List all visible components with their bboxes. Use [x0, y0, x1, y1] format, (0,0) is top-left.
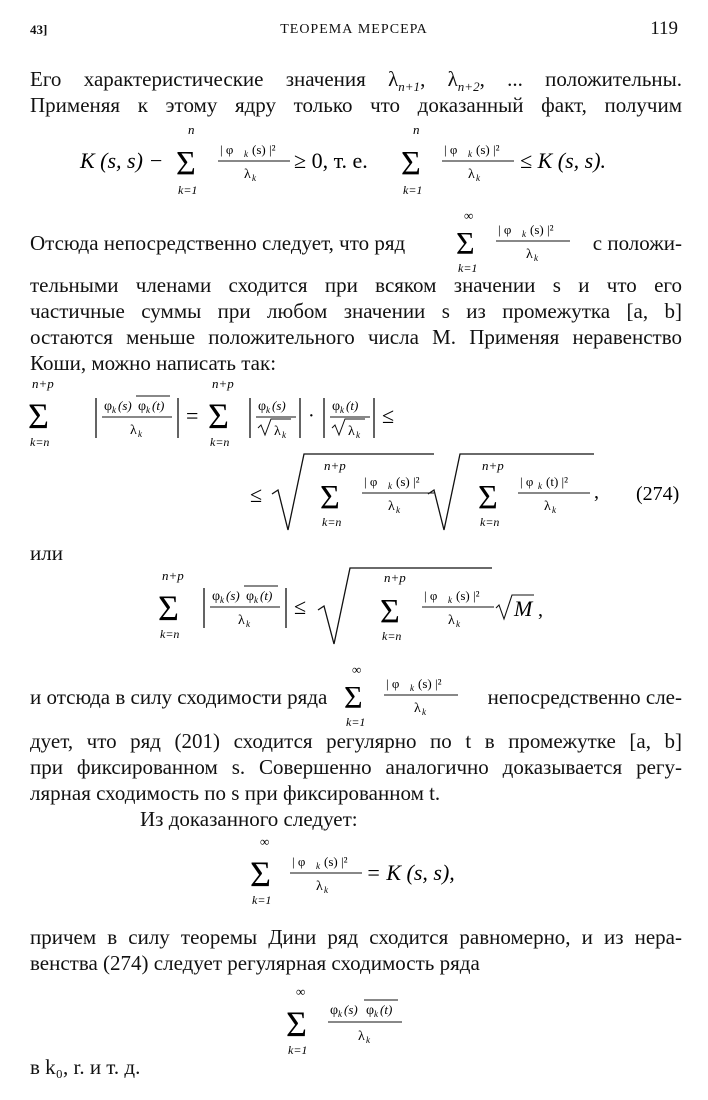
- svg-text:λ: λ: [468, 167, 475, 182]
- svg-text:λ: λ: [526, 247, 533, 262]
- svg-text:φ: φ: [258, 399, 267, 414]
- svg-text:Σ: Σ: [208, 396, 229, 436]
- svg-text:| φ: | φ: [364, 474, 378, 489]
- svg-text:,: ,: [538, 599, 543, 621]
- svg-text:k=1: k=1: [403, 183, 423, 197]
- svg-text:k: k: [388, 481, 392, 491]
- svg-text:(s): (s): [118, 398, 132, 413]
- svg-text:k: k: [476, 173, 480, 183]
- formula-cauchy-row-1: [28, 376, 448, 452]
- svg-text:∞: ∞: [296, 984, 306, 999]
- text-line-13: причем в силу теоремы Дини ряд сходится равномерно, и из нера-: [30, 925, 682, 949]
- text-line-14: венства (274) следует регулярная сходимость ряда: [30, 951, 480, 975]
- text-line-3: Отсюда непосредственно следует, что ряд ∞ Σ k=1 | φ k (s) |² λ k с положи-: [30, 210, 682, 274]
- svg-text:(s): (s): [272, 398, 286, 413]
- svg-text:Σ: Σ: [158, 588, 179, 628]
- svg-text:(t) |²: (t) |²: [546, 474, 569, 489]
- svg-text:∞: ∞: [464, 210, 474, 223]
- svg-text:φ: φ: [104, 399, 113, 414]
- svg-text:(t): (t): [346, 398, 359, 413]
- svg-text:k: k: [266, 405, 270, 415]
- formula-cauchy-row-2: [250, 452, 682, 536]
- svg-text:k=n: k=n: [480, 515, 500, 529]
- text-line-7: Коши, можно написать так:: [30, 351, 277, 375]
- svg-text:k: k: [410, 683, 414, 693]
- text-line-10: при фиксированном s. Совершенно аналогично доказывается регу-: [30, 755, 682, 779]
- svg-text:| φ: | φ: [444, 142, 458, 157]
- svg-text:·: ·: [308, 405, 315, 427]
- svg-text:k: k: [324, 885, 328, 895]
- svg-text:,: ,: [594, 481, 599, 503]
- svg-text:k: k: [366, 1035, 370, 1045]
- svg-text:n+p: n+p: [384, 570, 406, 585]
- svg-text:λ: λ: [358, 1029, 365, 1044]
- inline-series-sum: [454, 210, 572, 274]
- svg-text:λ: λ: [544, 499, 551, 514]
- text-line-4: тельными членами сходится при всяком значении s и что его: [30, 273, 682, 297]
- formula-mercer-sum: [250, 832, 510, 908]
- svg-text:k: k: [534, 253, 538, 263]
- svg-text:(s) |²: (s) |²: [252, 142, 276, 157]
- svg-text:∞: ∞: [352, 664, 362, 677]
- svg-text:φ: φ: [138, 399, 147, 414]
- svg-text:λ: λ: [316, 879, 323, 894]
- svg-text:| φ: | φ: [520, 474, 534, 489]
- svg-text:k: k: [316, 861, 320, 871]
- svg-text:k: k: [138, 429, 142, 439]
- svg-text:(t): (t): [152, 398, 165, 413]
- svg-text:Σ: Σ: [286, 1004, 307, 1044]
- svg-text:≤: ≤: [250, 482, 263, 507]
- svg-text:(s): (s): [344, 1002, 358, 1017]
- svg-text:k=1: k=1: [178, 183, 198, 197]
- svg-text:φ: φ: [246, 589, 255, 604]
- svg-text:λ: λ: [244, 167, 251, 182]
- text-line-12: Из доказанного следует:: [140, 807, 358, 831]
- svg-text:| φ: | φ: [498, 222, 512, 237]
- section-number: 43]: [30, 22, 48, 37]
- equation-number: (274): [636, 483, 680, 505]
- svg-text:| φ: | φ: [386, 676, 400, 691]
- svg-text:Σ: Σ: [344, 679, 363, 715]
- formula-cauchy-bound-M: [158, 566, 578, 646]
- svg-text:λ: λ: [130, 423, 137, 438]
- svg-text:k=n: k=n: [160, 627, 180, 641]
- svg-text:k: k: [538, 481, 542, 491]
- svg-text:k=1: k=1: [288, 1043, 308, 1057]
- svg-text:n+p: n+p: [162, 568, 184, 583]
- svg-text:k=n: k=n: [30, 435, 50, 449]
- sum-sign: Σ: [401, 145, 421, 182]
- svg-text:k: k: [220, 595, 224, 605]
- svg-text:(s) |²: (s) |²: [456, 588, 480, 603]
- svg-text:k=1: k=1: [458, 261, 478, 274]
- svg-text:Σ: Σ: [456, 225, 475, 261]
- svg-text:k: k: [396, 505, 400, 515]
- svg-text:k: k: [422, 707, 426, 717]
- text-line-5: частичные суммы при любом значении s из промежутка [a, b]: [30, 299, 682, 323]
- svg-text:Σ: Σ: [250, 854, 271, 894]
- svg-text:k=n: k=n: [322, 515, 342, 529]
- formula-text-lhs: K (s, s) −: [80, 148, 164, 173]
- svg-text:φ: φ: [366, 1003, 375, 1018]
- svg-text:(s) |²: (s) |²: [396, 474, 420, 489]
- svg-text:n: n: [188, 122, 195, 137]
- svg-text:n+p: n+p: [324, 458, 346, 473]
- svg-text:k: k: [448, 595, 452, 605]
- svg-text:k: k: [246, 619, 250, 629]
- svg-text:k=1: k=1: [346, 715, 366, 728]
- svg-text:k: k: [552, 505, 556, 515]
- svg-text:Σ: Σ: [380, 593, 400, 630]
- svg-text:(t): (t): [260, 588, 273, 603]
- svg-text:k: k: [112, 405, 116, 415]
- svg-text:φ: φ: [212, 589, 221, 604]
- svg-text:(s) |²: (s) |²: [476, 142, 500, 157]
- svg-text:| φ: | φ: [424, 588, 438, 603]
- svg-text:∞: ∞: [260, 834, 270, 849]
- svg-text:k: k: [146, 405, 150, 415]
- formula-text-ie: ≥ 0, т. е.: [294, 148, 368, 173]
- text-line-11: лярная сходимость по s при фиксированном t.: [30, 781, 441, 805]
- svg-text:(s) |²: (s) |²: [418, 676, 442, 691]
- svg-text:= K (s, s),: = K (s, s),: [366, 860, 455, 885]
- formula-series-phi-product: [286, 982, 446, 1058]
- svg-text:φ: φ: [332, 399, 341, 414]
- svg-text:| φ: | φ: [292, 854, 306, 869]
- svg-text:k: k: [522, 229, 526, 239]
- svg-text:k: k: [244, 149, 248, 159]
- svg-text:(s) |²: (s) |²: [324, 854, 348, 869]
- page-title: ТЕОРЕМА МЕРСЕРА: [280, 22, 428, 37]
- svg-text:λ: λ: [448, 613, 455, 628]
- svg-text:k: k: [356, 430, 360, 440]
- svg-text:(s) |²: (s) |²: [530, 222, 554, 237]
- svg-text:k: k: [252, 173, 256, 183]
- text-line-15: в k₀, r. и т. д.: [30, 1055, 141, 1079]
- svg-text:=: =: [186, 403, 199, 428]
- sum-sign: Σ: [176, 145, 196, 182]
- svg-text:λ: λ: [414, 701, 421, 716]
- svg-text:n+p: n+p: [212, 376, 234, 391]
- svg-text:n+p: n+p: [482, 458, 504, 473]
- svg-text:k: k: [468, 149, 472, 159]
- svg-text:k: k: [456, 619, 460, 629]
- svg-text:≤: ≤: [294, 594, 307, 619]
- text-line-8: и отсюда в силу сходимости ряда ∞ Σ k=1 | φ k (s) |² λ k непосредственно сле-: [30, 664, 682, 728]
- formula-mercer-inequality: [80, 122, 640, 198]
- svg-text:k: k: [374, 1009, 378, 1019]
- svg-text:Σ: Σ: [28, 396, 49, 436]
- svg-text:n: n: [413, 122, 420, 137]
- running-header: [30, 18, 678, 46]
- svg-text:k=1: k=1: [252, 893, 272, 907]
- text-line-1: Его характеристические значения $\lambda_{n+1}$, $\lambda_{n+2}$, ... положительны.: [30, 67, 682, 95]
- text-line-6: остаются меньше положительного числа M. Применяя неравенство: [30, 325, 682, 349]
- svg-text:(t): (t): [380, 1002, 393, 1017]
- page-number: 119: [650, 18, 678, 39]
- svg-text:λ: λ: [274, 424, 281, 439]
- svg-text:k: k: [282, 430, 286, 440]
- svg-text:λ: λ: [348, 424, 355, 439]
- text-line-2: Применяя к этому ядру только что доказанный факт, получим: [30, 93, 682, 117]
- formula-text-rhs: ≤ K (s, s).: [520, 148, 607, 173]
- svg-text:k: k: [254, 595, 258, 605]
- svg-text:λ: λ: [238, 613, 245, 628]
- svg-text:≤: ≤: [382, 403, 395, 428]
- svg-text:Σ: Σ: [320, 479, 340, 516]
- svg-text:Σ: Σ: [478, 479, 498, 516]
- svg-text:k: k: [340, 405, 344, 415]
- svg-text:φ: φ: [330, 1003, 339, 1018]
- svg-text:k: k: [338, 1009, 342, 1019]
- text-or: или: [30, 541, 63, 565]
- svg-text:| φ: | φ: [220, 142, 234, 157]
- text-line-9: дует, что ряд (201) сходится регулярно по t в промежутке [a, b]: [30, 729, 682, 753]
- svg-text:k=n: k=n: [210, 435, 230, 449]
- svg-text:λ: λ: [388, 499, 395, 514]
- svg-text:k=n: k=n: [382, 629, 402, 643]
- svg-text:n+p: n+p: [32, 376, 54, 391]
- svg-text:(s): (s): [226, 588, 240, 603]
- inline-series-sum-2: [342, 664, 462, 728]
- svg-text:M: M: [514, 596, 533, 621]
